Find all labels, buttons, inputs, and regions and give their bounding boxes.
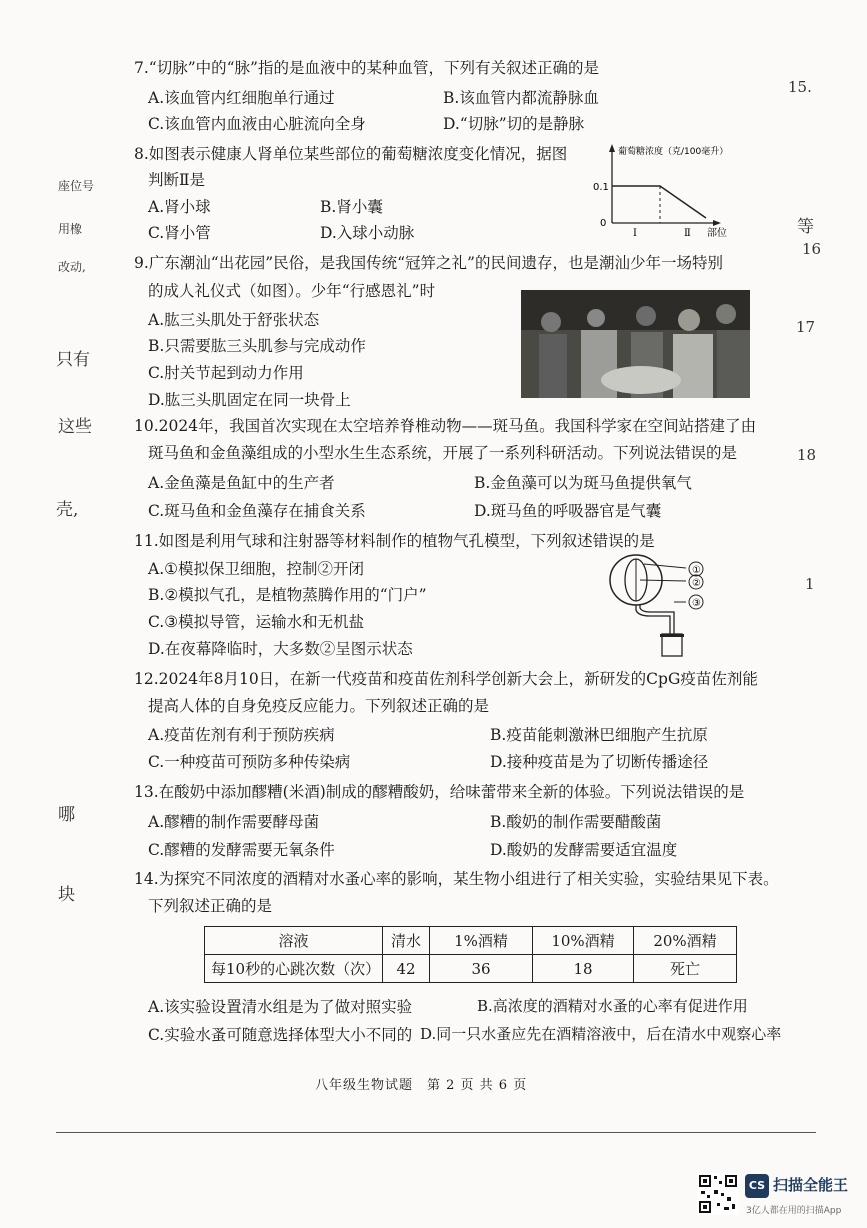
q8-stem-cont: 判断Ⅱ是 [148,171,206,189]
q8-option-a: A.肾小球 [148,198,211,216]
stomata-model-diagram [600,550,710,660]
glucose-graph [590,138,760,238]
right-edge-text: 17 [796,318,816,336]
q12-stem: 12.2024年8月10日，在新一代疫苗和疫苗佐剂科学创新大会上，新研发的CpG疫苗佐剂能 [134,670,758,688]
q9-option-b: B.只需要肱三头肌参与完成动作 [148,337,366,355]
camscanner-name: 扫描全能王 [773,1176,849,1194]
model-label-2: ② [692,578,701,589]
right-edge-text: 15. [788,78,812,96]
q7-option-d: D.“切脉”切的是静脉 [443,115,585,133]
q7-option-a: A.该血管内红细胞单行通过 [148,89,335,107]
right-edge-text: 等 [797,217,814,237]
right-edge-text: 18 [797,446,817,464]
q9-option-d: D.肱三头肌固定在同一块骨上 [148,391,351,409]
left-edge-text: 这些 [58,417,92,437]
q10-stem-cont: 斑马鱼和金鱼藻组成的小型水生生态系统，开展了一系列科研活动。下列说法错误的是 [148,444,738,462]
camscanner-tagline: 3亿人都在用的扫描App [746,1206,842,1216]
q7-option-b: B.该血管内都流静脉血 [443,89,599,107]
heart-rate-table [204,926,737,983]
table-row [205,955,737,983]
q9-option-c: C.肘关节起到动力作用 [148,364,304,382]
q7-stem: 7.“切脉”中的“脉”指的是血液中的某种血管，下列有关叙述正确的是 [134,59,599,77]
q8-option-d: D.入球小动脉 [320,224,415,242]
q10-option-c: C.斑马鱼和金鱼藻存在捕食关系 [148,502,366,520]
table-header-cell: 清水 [383,927,430,955]
q11-option-d: D.在夜幕降临时，大多数②呈图示状态 [148,640,413,658]
q14-option-a: A.该实验设置清水组是为了做对照实验 [148,998,413,1016]
q12-stem-cont: 提高人体的自身免疫反应能力。下列叙述正确的是 [148,697,490,715]
q8-option-b: B.肾小囊 [320,198,383,216]
q14-option-d: D.同一只水蚤应先在酒精溶液中，后在清水中观察心率 [420,1025,782,1043]
q9-stem-cont: 的成人礼仪式（如图）。少年“行感恩礼”时 [148,282,436,300]
model-label-1: ① [692,565,701,576]
graph-x1: Ⅰ [633,228,637,238]
table-cell: 36 [430,955,533,983]
graph-xlabel: 部位 [707,228,727,238]
left-edge-text: 只有 [56,350,90,370]
right-edge-text: 16 [802,240,822,258]
q9-stem: 9.广东潮汕“出花园”民俗，是我国传统“冠笄之礼”的民间遗存，也是潮汕少年一场特别 [134,254,723,272]
q14-option-c: C.实验水蚤可随意选择体型大小不同的 [148,1026,413,1044]
camscanner-logo: CS [745,1174,769,1198]
page-footer: 八年级生物试题 第 2 页 共 6 页 [315,1078,528,1093]
left-edge-text: 块 [58,885,75,905]
qr-code-icon [697,1173,739,1215]
q13-option-c: C.醪糟的发酵需要无氧条件 [148,841,335,859]
q12-option-a: A.疫苗佐剂有利于预防疾病 [148,726,335,744]
q11-option-c: C.③模拟导管，运输水和无机盐 [148,613,365,631]
left-edge-text: 壳, [56,500,79,520]
table-cell: 42 [383,955,430,983]
right-edge-text: 1 [805,575,815,593]
q7-option-c: C.该血管内血液由心脏流向全身 [148,115,366,133]
graph-x2: Ⅱ [684,228,691,238]
table-header-cell: 溶液 [205,927,383,955]
table-header-cell: 1%酒精 [430,927,533,955]
ceremony-photo [521,290,750,398]
q10-option-b: B.金鱼藻可以为斑马鱼提供氧气 [474,474,692,492]
q13-option-d: D.酸奶的发酵需要适宜温度 [490,841,678,859]
left-edge-text: 座位号 [58,179,95,193]
q12-option-c: C.一种疫苗可预防多种传染病 [148,753,351,771]
q8-stem: 8.如图表示健康人肾单位某些部位的葡萄糖浓度变化情况，据图 [134,145,568,163]
q14-stem: 14.为探究不同浓度的酒精对水蚤心率的影响，某生物小组进行了相关实验，实验结果见下表。 [134,870,779,888]
q11-option-a: A.①模拟保卫细胞，控制②开闭 [148,560,365,578]
graph-ytick: 0.1 [593,182,609,193]
q10-option-a: A.金鱼藻是鱼缸中的生产者 [148,474,335,492]
q10-stem: 10.2024年，我国首次实现在太空培养脊椎动物——斑马鱼。我国科学家在空间站搭建了由 [134,417,757,435]
table-cell: 每10秒的心跳次数（次） [205,955,383,983]
q10-option-d: D.斑马鱼的呼吸器官是气囊 [474,502,662,520]
q14-option-b: B.高浓度的酒精对水蚤的心率有促进作用 [477,997,748,1015]
q13-option-b: B.酸奶的制作需要醋酸菌 [490,813,662,831]
q11-option-b: B.②模拟气孔，是植物蒸腾作用的“门户” [148,586,427,604]
table-cell: 18 [533,955,634,983]
q13-stem: 13.在酸奶中添加醪糟(米酒)制成的醪糟酸奶，给味蕾带来全新的体验。下列说法错误的是 [134,783,745,801]
model-label-3: ③ [692,598,701,609]
q12-option-d: D.接种疫苗是为了切断传播途径 [490,753,709,771]
graph-origin: 0 [600,218,607,229]
q12-option-b: B.疫苗能刺激淋巴细胞产生抗原 [490,726,708,744]
q8-option-c: C.肾小管 [148,224,211,242]
table-header-cell: 20%酒精 [634,927,737,955]
q13-option-a: A.醪糟的制作需要酵母菌 [148,813,320,831]
left-edge-text: 哪 [58,805,75,825]
left-edge-text: 用橡 [58,222,83,236]
table-header-row [205,927,737,955]
q9-option-a: A.肱三头肌处于舒张状态 [148,311,320,329]
graph-ylabel: 葡萄糖浓度（克/100毫升） [618,147,729,157]
page-bottom-edge [56,1132,816,1133]
left-edge-text: 改动, [58,260,86,274]
q11-stem: 11.如图是利用气球和注射器等材料制作的植物气孔模型，下列叙述错误的是 [134,532,655,550]
table-cell: 死亡 [634,955,737,983]
table-header-cell: 10%酒精 [533,927,634,955]
q14-stem-cont: 下列叙述正确的是 [148,897,273,915]
